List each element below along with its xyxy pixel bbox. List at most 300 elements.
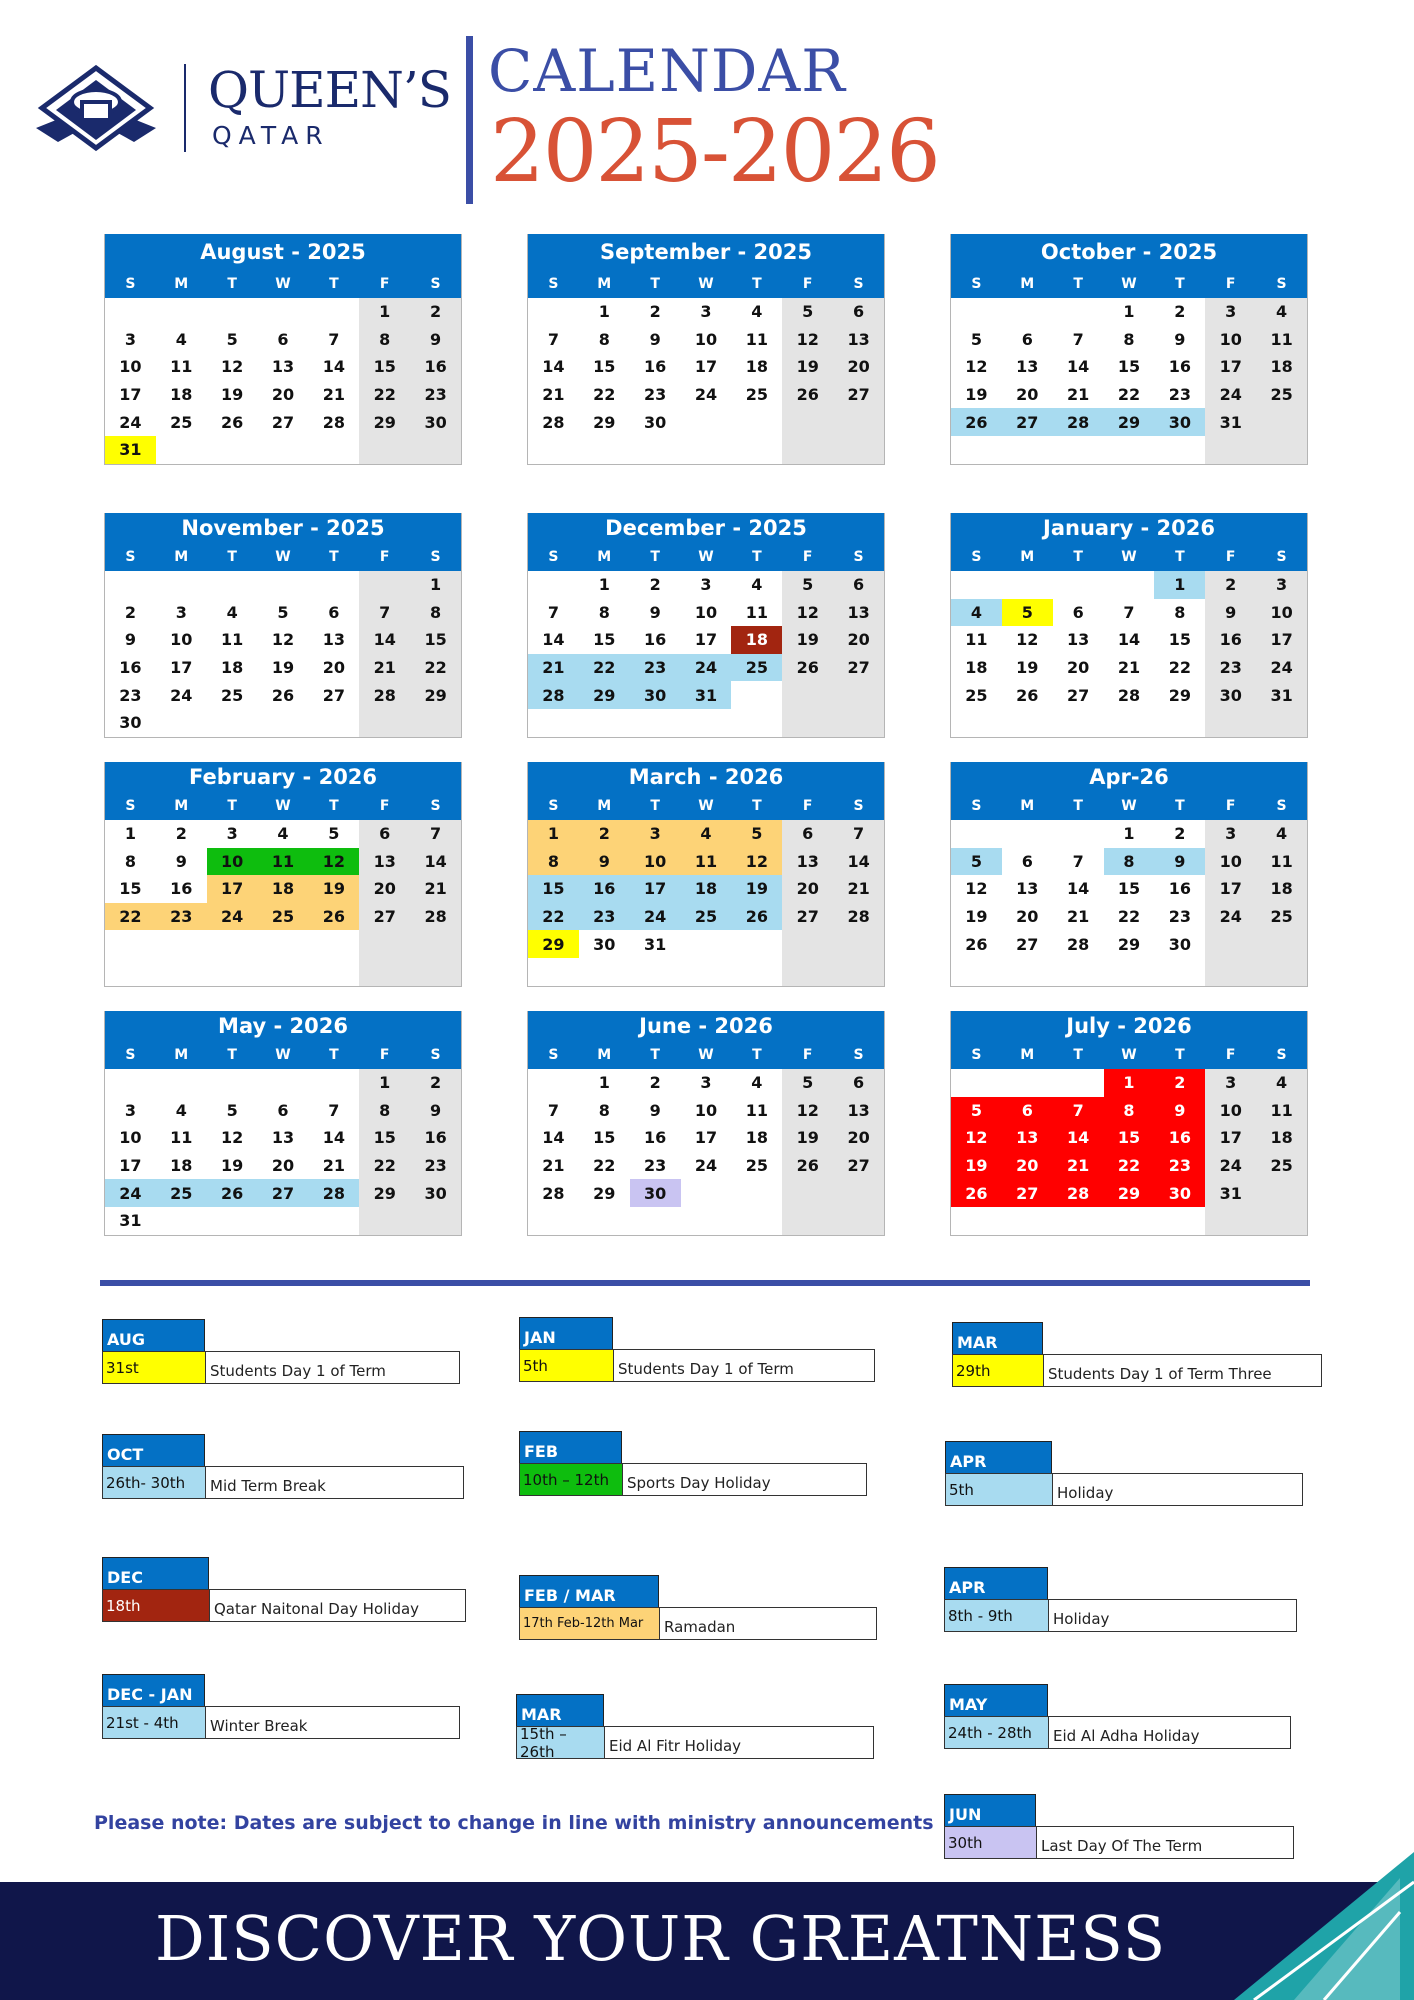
day-cell: 4 [751,1073,763,1093]
day-cell: 26 [782,1152,833,1180]
weekday-label: W [275,1047,291,1063]
empty-day-cell [156,436,207,464]
empty-day-cell [207,298,258,326]
day-cell: 24 [1205,1152,1256,1180]
key-date-row [945,1473,1303,1506]
day-cell: 13 [271,357,295,377]
empty-day-cell [258,571,309,599]
day-cell: 8 [1174,602,1186,622]
day-cell: 9 [649,1100,661,1120]
day-cell: 3 [1256,571,1307,599]
day-cell: 17 [119,1156,142,1176]
day-cell: 29 [579,681,630,709]
day-cell: 7 [1053,1097,1104,1125]
day-cell: 11 [1256,326,1307,354]
empty-day-cell [359,958,410,986]
empty-day-cell [410,930,461,958]
weekday-header [528,1041,884,1069]
key-date-item [944,1684,1291,1749]
day-cell: 25 [1256,381,1307,409]
day-cell: 4 [1256,820,1307,848]
day-cell: 24 [1256,654,1307,682]
key-date-range: 31st [103,1352,206,1383]
day-cell: 9 [124,630,136,650]
day-cell: 16 [410,353,461,381]
day-cell: 23 [1168,907,1191,927]
empty-day-cell [630,709,681,737]
day-cell: 18 [170,1156,193,1176]
day-cell: 10 [119,357,142,377]
day-cell: 22 [1104,1152,1155,1180]
day-cell: 3 [124,1100,136,1120]
day-cell: 3 [124,329,136,349]
day-cell: 26 [1016,685,1039,705]
weekday-label: S [125,1047,136,1063]
empty-day-cell [1104,958,1155,986]
key-date-item [102,1319,460,1384]
empty-day-cell [681,408,732,436]
day-cell: 2 [649,1073,661,1093]
day-cell: 20 [1016,385,1039,405]
empty-day-cell [951,958,1002,986]
month-title: October - 2025 [951,234,1307,270]
weekday-label: S [971,798,982,814]
day-cell: 4 [751,575,763,595]
month-title: July - 2026 [951,1011,1307,1041]
empty-day-cell [207,930,258,958]
day-cell: 28 [528,681,579,709]
day-cell: 29 [1104,408,1155,436]
day-cell: 22 [593,385,616,405]
day-cell: 2 [410,1069,461,1097]
day-cell: 8 [359,1097,410,1125]
day-cell: 5 [731,820,782,848]
day-cell: 31 [644,934,667,954]
month-title: February - 2026 [105,762,461,792]
day-cell: 3 [700,1073,712,1093]
day-cell: 7 [1123,602,1135,622]
empty-day-cell [359,436,410,464]
key-date-item [102,1674,460,1739]
day-cell: 15 [1104,1124,1155,1152]
empty-day-cell [258,298,309,326]
key-date-range: 24th - 28th [945,1717,1049,1748]
empty-day-cell [410,1207,461,1235]
empty-day-cell [1053,709,1104,737]
day-cell: 1 [528,820,579,848]
day-cell: 11 [681,848,732,876]
weekday-label: T [1073,1047,1083,1063]
weekday-label: S [853,798,864,814]
empty-day-cell [630,436,681,464]
month-title: May - 2026 [105,1011,461,1041]
empty-day-cell [1154,958,1205,986]
day-cell: 11 [170,357,193,377]
weekday-label: S [971,549,982,565]
empty-day-cell [1205,436,1256,464]
day-cell: 22 [593,1156,616,1176]
empty-day-cell [1205,958,1256,986]
key-date-row [102,1589,466,1622]
day-cell: 13 [833,1097,884,1125]
weekday-label: T [752,1047,762,1063]
weekday-label: S [430,276,441,292]
weekday-label: M [597,549,612,565]
day-cell: 15 [1117,357,1141,377]
day-cell: 6 [782,820,833,848]
empty-day-cell [782,408,833,436]
day-cell: 10 [694,329,718,349]
day-cell: 3 [1205,298,1256,326]
empty-day-cell [681,436,732,464]
key-date-row [519,1607,877,1640]
day-cell: 15 [593,357,616,377]
weekday-label: T [227,276,237,292]
empty-day-cell [731,1207,782,1235]
day-cell: 19 [965,385,988,405]
day-grid [951,1069,1307,1235]
day-cell: 11 [170,1128,193,1148]
day-cell: 2 [649,575,661,595]
key-date-row [952,1354,1322,1387]
day-cell: 24 [1205,381,1256,409]
day-cell: 10 [1205,326,1256,354]
empty-day-cell [951,820,1002,848]
day-cell: 26 [207,1179,258,1207]
day-cell: 20 [1002,1152,1053,1180]
day-cell: 21 [322,385,345,405]
day-grid [528,298,884,464]
month-calendar [527,1011,885,1236]
empty-day-cell [1002,1207,1053,1235]
month-calendar [950,513,1308,738]
day-cell: 11 [1256,1097,1307,1125]
weekday-label: T [329,1047,339,1063]
disclaimer-note: Please note: Dates are subject to change in line with ministry announcements [94,1812,934,1834]
day-cell: 31 [681,681,732,709]
weekday-label: T [1175,549,1185,565]
key-date-range: 21st - 4th [103,1707,206,1738]
key-date-range: 5th [946,1474,1053,1505]
weekday-label: M [597,276,612,292]
day-cell: 1 [124,824,136,844]
day-cell: 17 [1205,353,1256,381]
weekday-label: F [379,798,390,814]
key-month-tab: MAR [516,1694,604,1726]
day-cell: 7 [547,1100,559,1120]
key-date-item [102,1557,466,1622]
day-cell: 30 [1154,408,1205,436]
day-cell: 21 [542,1156,565,1176]
empty-day-cell [207,958,258,986]
weekday-label: M [174,1047,189,1063]
day-cell: 18 [731,626,782,654]
day-cell: 12 [731,848,782,876]
day-cell: 6 [833,1069,884,1097]
weekday-label: T [752,798,762,814]
empty-day-cell [1104,709,1155,737]
day-cell: 15 [359,1124,410,1152]
key-date-range: 8th - 9th [945,1600,1049,1631]
day-cell: 21 [1053,1152,1104,1180]
weekday-label: S [125,549,136,565]
key-date-item [516,1694,874,1759]
day-cell: 8 [598,329,610,349]
day-cell: 29 [528,930,579,958]
weekday-label: F [1225,549,1236,565]
empty-day-cell [731,958,782,986]
empty-day-cell [528,1069,579,1097]
weekday-label: S [548,798,559,814]
day-cell: 4 [277,824,289,844]
day-cell: 9 [1205,599,1256,627]
weekday-label: T [227,1047,237,1063]
day-cell: 8 [359,326,410,354]
empty-day-cell [833,709,884,737]
empty-day-cell [308,709,359,737]
day-cell: 26 [951,408,1002,436]
day-cell: 27 [359,903,410,931]
day-cell: 15 [410,626,461,654]
key-month-tab: MAY [944,1684,1048,1716]
day-cell: 16 [644,1128,667,1148]
day-cell: 16 [119,658,142,678]
empty-day-cell [105,930,156,958]
empty-day-cell [833,436,884,464]
day-cell: 13 [1067,630,1090,650]
month-calendar [104,513,462,738]
day-cell: 23 [156,903,207,931]
day-cell: 27 [322,685,345,705]
day-cell: 17 [694,1128,718,1148]
day-cell: 14 [1067,357,1090,377]
day-cell: 21 [322,1156,345,1176]
day-cell: 29 [410,681,461,709]
empty-day-cell [630,958,681,986]
day-cell: 17 [1205,1124,1256,1152]
weekday-label: S [125,276,136,292]
day-cell: 8 [598,602,610,622]
empty-day-cell [833,958,884,986]
empty-day-cell [579,1207,630,1235]
day-cell: 3 [1205,820,1256,848]
day-cell: 20 [782,875,833,903]
month-title: December - 2025 [528,513,884,543]
weekday-label: S [548,276,559,292]
brand-subtitle: QATAR [212,121,330,150]
key-date-range: 29th [953,1355,1044,1386]
empty-day-cell [782,930,833,958]
empty-day-cell [1053,1207,1104,1235]
day-cell: 10 [694,1100,718,1120]
day-cell: 15 [359,353,410,381]
empty-day-cell [579,436,630,464]
day-cell: 11 [965,630,988,650]
key-event-label: Qatar Naitonal Day Holiday [214,1600,420,1618]
day-cell: 13 [359,848,410,876]
day-cell: 25 [258,903,309,931]
weekday-label: T [329,549,339,565]
day-cell: 6 [1072,602,1084,622]
weekday-label: T [650,1047,660,1063]
day-cell: 2 [175,824,187,844]
brand-name: QUEEN’S [208,61,452,119]
day-cell: 20 [833,1124,884,1152]
day-cell: 25 [731,654,782,682]
day-cell: 21 [1067,907,1090,927]
weekday-label: F [802,276,813,292]
key-month-tab: APR [944,1567,1048,1599]
day-cell: 11 [1256,848,1307,876]
day-cell: 20 [1016,907,1039,927]
key-date-range: 18th [103,1590,210,1621]
day-cell: 3 [700,302,712,322]
empty-day-cell [833,1207,884,1235]
day-cell: 23 [1154,1152,1205,1180]
day-cell: 2 [1174,824,1186,844]
day-cell: 11 [745,1100,768,1120]
day-cell: 21 [1117,658,1141,678]
day-cell: 2 [1205,571,1256,599]
weekday-label: M [1020,549,1035,565]
day-cell: 6 [328,602,340,622]
weekday-label: T [752,276,762,292]
day-cell: 13 [1016,879,1039,899]
weekday-label: F [802,1047,813,1063]
weekday-label: T [227,549,237,565]
day-cell: 4 [1256,298,1307,326]
key-date-row [944,1716,1291,1749]
calendar-years: 2025-2026 [490,102,939,202]
empty-day-cell [105,298,156,326]
day-cell: 14 [542,630,565,650]
weekday-label: M [174,798,189,814]
day-cell: 30 [119,713,142,733]
month-calendar [527,513,885,738]
day-cell: 18 [1256,353,1307,381]
weekday-label: F [1225,798,1236,814]
empty-day-cell [156,298,207,326]
month-title: November - 2025 [105,513,461,543]
day-cell: 17 [1256,626,1307,654]
empty-day-cell [410,709,461,737]
day-cell: 6 [833,571,884,599]
day-cell: 7 [328,329,340,349]
empty-day-cell [731,709,782,737]
day-cell: 6 [277,1100,289,1120]
footer-slogan: DISCOVER YOUR GREATNESS [155,1902,1167,1975]
weekday-label: W [275,276,291,292]
day-cell: 5 [226,1100,238,1120]
empty-day-cell [731,408,782,436]
day-cell: 9 [410,1097,461,1125]
day-cell: 25 [745,385,768,405]
empty-day-cell [951,1207,1002,1235]
empty-day-cell [1002,571,1053,599]
day-cell: 7 [547,602,559,622]
day-cell: 23 [630,654,681,682]
day-cell: 9 [410,326,461,354]
empty-day-cell [207,709,258,737]
day-cell: 22 [1168,658,1191,678]
month-title: Apr-26 [951,762,1307,792]
day-cell: 1 [1154,571,1205,599]
key-date-item [519,1575,877,1640]
day-cell: 6 [1021,851,1033,871]
day-cell: 28 [542,1183,565,1203]
day-cell: 15 [593,630,616,650]
day-cell: 17 [694,630,718,650]
day-cell: 2 [410,298,461,326]
calendar-heading: CALENDAR [488,37,846,105]
day-cell: 22 [1117,907,1141,927]
month-calendar [104,1011,462,1236]
empty-day-cell [951,436,1002,464]
day-cell: 21 [359,654,410,682]
weekday-label: S [971,1047,982,1063]
day-cell: 12 [782,1097,833,1125]
day-cell: 25 [170,412,193,432]
key-event-label: Last Day Of The Term [1041,1837,1203,1855]
weekday-header [105,792,461,820]
day-cell: 25 [221,685,244,705]
day-cell: 6 [833,298,884,326]
weekday-label: T [1175,1047,1185,1063]
day-grid [528,820,884,986]
day-cell: 10 [694,602,718,622]
day-cell: 4 [226,602,238,622]
day-cell: 26 [221,412,244,432]
day-cell: 8 [528,848,579,876]
empty-day-cell [1256,1207,1307,1235]
day-cell: 7 [833,820,884,848]
empty-day-cell [833,681,884,709]
empty-day-cell [681,1179,732,1207]
queens-logo-icon [36,62,156,154]
key-event-label: Holiday [1053,1610,1110,1628]
day-cell: 16 [579,875,630,903]
day-cell: 18 [1256,1124,1307,1152]
day-cell: 27 [833,381,884,409]
day-cell: 13 [322,630,345,650]
weekday-header [105,270,461,298]
empty-day-cell [1154,1207,1205,1235]
day-cell: 28 [833,903,884,931]
weekday-header [951,792,1307,820]
day-cell: 14 [1053,1124,1104,1152]
day-cell: 22 [359,381,410,409]
key-month-tab: JUN [944,1794,1036,1826]
day-cell: 24 [119,412,142,432]
day-cell: 7 [1072,851,1084,871]
day-cell: 18 [965,658,988,678]
weekday-label: F [379,1047,390,1063]
weekday-label: S [125,798,136,814]
key-month-tab: AUG [102,1319,205,1351]
empty-day-cell [308,298,359,326]
weekday-label: M [1020,276,1035,292]
day-cell: 16 [1168,357,1191,377]
day-cell: 22 [579,654,630,682]
empty-day-cell [1205,1207,1256,1235]
section-divider [100,1280,1310,1286]
weekday-label: T [650,276,660,292]
empty-day-cell [156,930,207,958]
month-calendar [950,234,1308,465]
weekday-label: T [329,798,339,814]
day-cell: 12 [965,879,988,899]
day-cell: 20 [271,385,295,405]
